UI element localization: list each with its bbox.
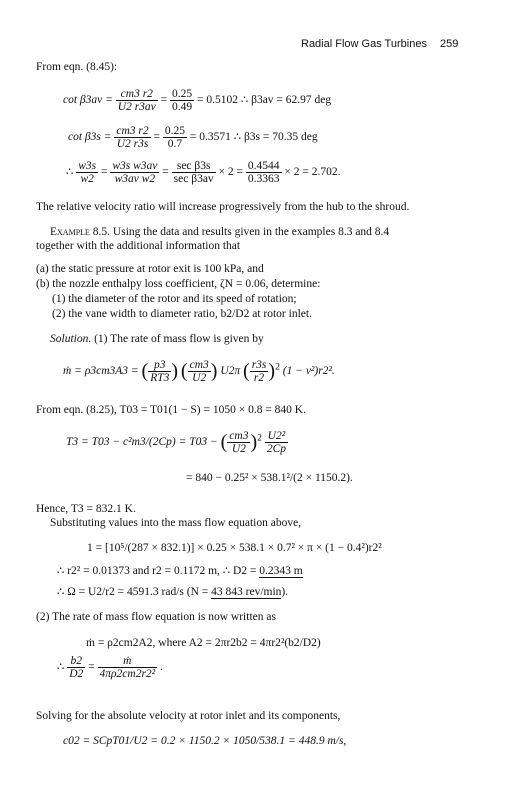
fraction: $\frac{\text{w3s w3av}}{\text{w3av w2}}$ [112, 160, 158, 185]
t3-equation-line-2: = 840 − 0.25² × 538.1²/(2 × 1150.2). [186, 472, 353, 484]
n-answer: 43 843 rev/min [211, 586, 282, 598]
running-title: Radial Flow Gas Turbines [301, 38, 427, 50]
item-2: (2) the vane width to diameter ratio, b2/D2 at rotor inlet. [52, 308, 312, 320]
omega-line: ∴ Ω = U2/r2 = 4591.3 rad/s (N = 43 843 rev/min). [57, 586, 289, 598]
fraction: $\frac{0.4544}{0.3363}$ [247, 160, 280, 185]
b2-d2-equation: ∴ $\frac{b2}{D2}$ = $\frac{\text{ṁ}}{\text{4πρ2cm2r2²}}$ . [57, 655, 163, 680]
fraction: $\frac{0.25}{0.7}$ [164, 125, 186, 150]
fraction: $\frac{\text{ṁ}}{\text{4πρ2cm2r2²}}$ [99, 655, 156, 680]
d2-answer: 0.2343 m [259, 565, 303, 577]
fraction: $\frac{b2}{D2}$ [69, 655, 84, 680]
solution-label: Solution. [50, 333, 92, 345]
item-a: (a) the static pressure at rotor exit is 100 kPa, and [36, 263, 264, 275]
fraction: $\frac{cm3}{U2}$ [229, 430, 249, 455]
cot-beta3s-equation: cot β3s = $\frac{cm3 r2}{U2 r3s}$ = $\frac{0.25}{0.7}$ = 0.3571 ∴ β3s = 70.35 deg [68, 125, 318, 150]
cot-beta3av-equation: cot β3av = $\frac{cm3 r2}{U2 r3av}$ = $\frac{0.25}{0.49}$ = 0.5102 ∴ β3av = 62.97 deg [63, 88, 332, 113]
fraction: $\frac{cm3 r2}{U2 r3av}$ [117, 88, 156, 113]
c02-equation: c02 = SCpT01/U2 = 0.2 × 1150.2 × 1050/538.1 = 448.9 m/s, [63, 735, 347, 747]
fraction: $\frac{cm3 r2}{U2 r3s}$ [116, 125, 149, 150]
mass-flow-numeric: 1 = [10⁵/(287 × 832.1)] × 0.25 × 538.1 × 0.7² × π × (1 − 0.4²)r2² [87, 542, 382, 554]
fraction: $\frac{0.25}{0.49}$ [172, 88, 193, 113]
solution-line: Solution. (1) The rate of mass flow is given by [50, 333, 264, 345]
example-line-1: Example 8.5. Using the data and results given in the examples 8.3 and 8.4 [50, 226, 390, 238]
fraction: $\frac{r3s}{r2}$ [251, 359, 267, 384]
from-eqn-845: From eqn. (8.45): [36, 61, 118, 73]
r2-line: ∴ r2² = 0.01373 and r2 = 0.1172 m, ∴ D2 = 0.2343 m [57, 565, 303, 577]
example-label: Example 8.5. [50, 226, 111, 238]
mass-flow-2: ṁ = ρ2cm2A2, where A2 = 2πr2b2 = 4πr2²(b2/D2) [86, 637, 321, 649]
item-1: (1) the diameter of the rotor and its speed of rotation; [52, 293, 297, 305]
cot-beta3av-lhs: cot β3av = [63, 94, 113, 107]
mass-flow-equation: ṁ = ρ3cm3A3 = ( $\frac{p3}{RT3}$ ) ( $\frac{cm3}{U2}$ ) U2π ( $\frac{r3s}{r2}$ )$^2$ (1 − ν²)r2². [63, 359, 335, 384]
item-b: (b) the nozzle enthalpy loss coefficient, ζN = 0.06, determine: [36, 278, 321, 290]
velocity-ratio-equation: ∴ $\frac{w3s}{w2}$ = $\frac{\text{w3s w3av}}{\text{w3av w2}}$ = $\frac{\text{sec β3s}}{\text{sec β3av}}$ × 2 = $\frac{0.4544}{0.3363}$ × 2 = 2.702. [66, 160, 341, 185]
part2-line: (2) The rate of mass flow equation is now written as [36, 611, 276, 623]
fraction: $\frac{w3s}{w2}$ [78, 160, 97, 185]
fraction: $\frac{\text{sec β3s}}{\text{sec β3av}}$ [173, 160, 214, 185]
substituting-line: Substituting values into the mass flow equation above, [50, 517, 302, 529]
solving-line: Solving for the absolute velocity at rotor inlet and its components, [36, 710, 341, 722]
t3-equation: T3 = T03 − c²m3/(2Cp) = T03 − ( $\frac{cm3}{U2}$ )$^2$ $\frac{\text{U2²}}{2Cp}$ [66, 430, 286, 455]
from-eqn-825: From eqn. (8.25), T03 = T01(1 − S) = 1050 × 0.8 = 840 K. [36, 404, 306, 416]
relative-velocity-note: The relative velocity ratio will increase progressively from the hub to the shroud. [36, 201, 410, 213]
fraction: $\frac{\text{U2²}}{2Cp}$ [266, 430, 286, 455]
page-number: 259 [440, 38, 459, 50]
example-line-2: together with the additional information that [36, 240, 241, 252]
cot-beta3s-result: = 0.3571 ∴ β3s = 70.35 deg [189, 131, 318, 144]
hence-line: Hence, T3 = 832.1 K. [36, 503, 136, 515]
fraction: $\frac{cm3}{U2}$ [189, 359, 209, 384]
cot-beta3s-lhs: cot β3s = [68, 131, 112, 144]
fraction: $\frac{p3}{RT3}$ [150, 359, 170, 384]
cot-beta3av-result: = 0.5102 ∴ β3av = 62.97 deg [197, 94, 332, 107]
